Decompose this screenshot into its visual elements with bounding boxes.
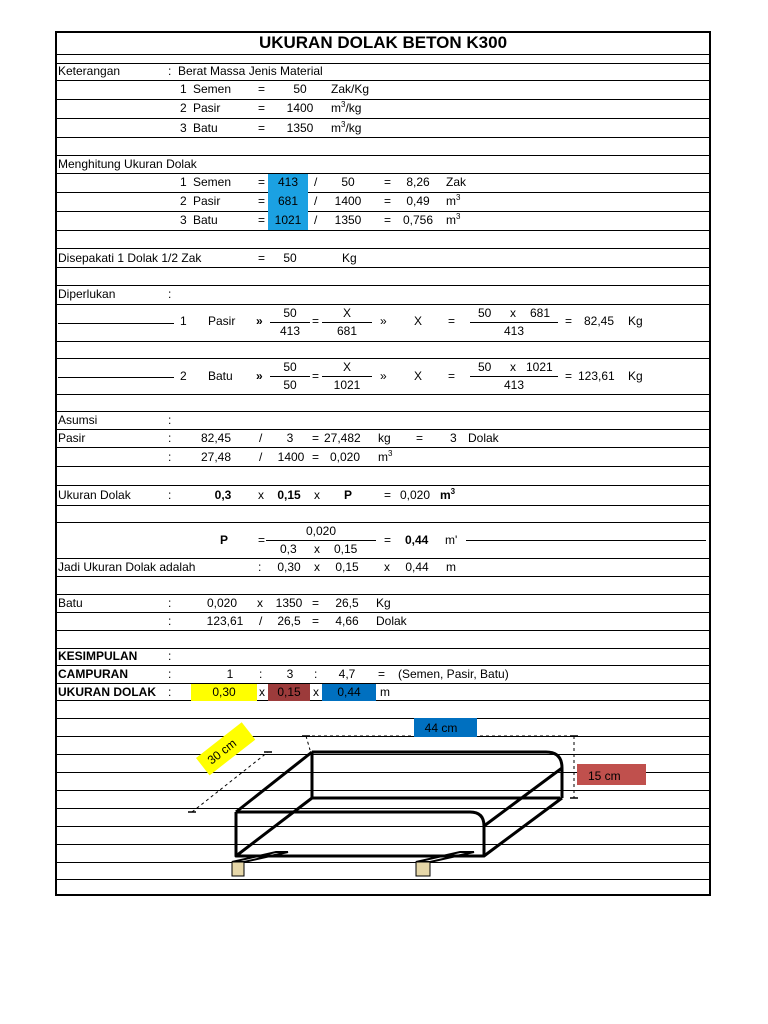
asumsi-label: Asumsi (58, 413, 98, 427)
keterangan-label: Keterangan (58, 64, 121, 78)
depth-label: 30 cm (204, 736, 240, 768)
batu-label: Batu (58, 596, 83, 610)
page-title: UKURAN DOLAK BETON K300 (258, 33, 508, 52)
kesimpulan-colon: : (168, 649, 172, 663)
diperlukan-colon: : (168, 287, 172, 301)
height-label: 15 cm (588, 769, 621, 783)
width-label: 44 cm (424, 721, 458, 735)
kesimpulan-label: KESIMPULAN (58, 649, 138, 663)
diperlukan-label: Diperlukan (58, 287, 116, 301)
menghitung-label: Menghitung Ukuran Dolak (58, 157, 197, 171)
keterangan-colon: : (168, 64, 172, 78)
keterangan-heading: Berat Massa Jenis Material (178, 64, 323, 78)
asumsi-pasir-label: Pasir (58, 431, 86, 445)
asumsi-colon: : (168, 413, 172, 427)
box-outline (236, 752, 562, 856)
